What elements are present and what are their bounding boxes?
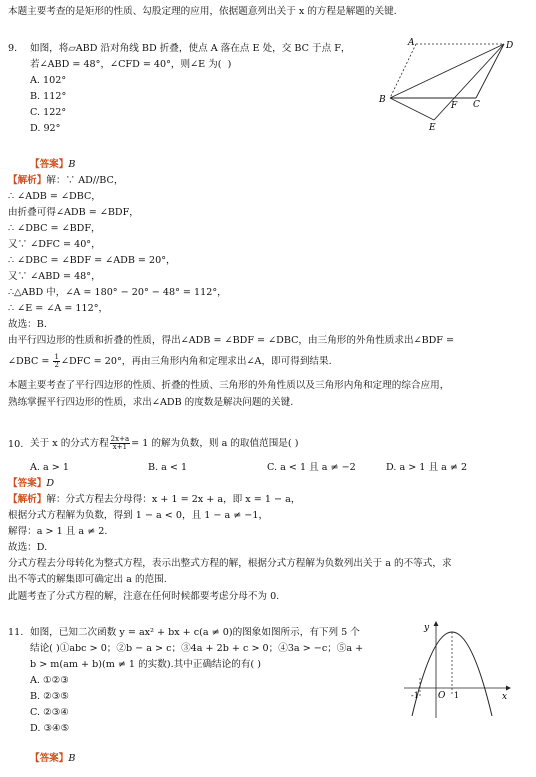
q10-analysis-line: 根据分式方程解为负数，得到 1 − a < 0，且 1 − a ≠ −1， [8,510,269,521]
q9-analysis-line: 由平行四边形的性质和折叠的性质，得出∠ADB = ∠BDF = ∠DBC，由三角形的外角性质求出∠BDF = [8,335,455,346]
q10-analysis-line: 故选：D. [8,542,48,553]
q10-answer [8,479,54,489]
analysis-tag: 【解析】 [8,494,47,505]
q11-number: 11. [8,627,24,638]
x-axis-label: x [502,692,508,702]
q9-stem-close: ) [227,59,232,70]
q11-option-c: C. ②③④ [30,707,69,718]
q9-option-d: D. 92° [30,123,61,134]
q10-option-b: B. a < 1 [148,462,188,473]
q10-analysis-line: 出不等式的解集即可确定出 a 的范围. [8,574,167,585]
q10-analysis-line: 此题考查了分式方程的解，注意在任何时候都要考虑分母不为 0. [8,591,280,602]
q9-answer-value: B [68,159,76,170]
q10-answer-value: D [46,478,55,489]
tick-label-neg1: -1 [411,691,419,700]
answer-tag: 【答案】 [30,753,69,764]
q11-option-d: D. ③④⑤ [30,723,70,734]
q9-analysis-line: ∴ ∠DBC = ∠BDF， [8,223,101,234]
q9-summary-line: 熟练掌握平行四边形的性质，求出∠ADB 的度数是解决问题的关键. [8,397,294,408]
q11-parabola-figure [400,618,516,722]
edge-be [390,98,434,120]
y-axis-label: y [424,623,430,633]
q9-number: 9. [8,43,18,54]
q9-summary-line: 本题主要考查了平行四边形的性质、折叠的性质、三角形的外角性质以及三角形内角和定理的综合应用， [8,380,450,391]
label-a: A [408,38,415,48]
q10-analysis-line: 解得：a > 1 且 a ≠ 2. [8,526,108,537]
q9-stem-line1: 如图，将▱ABD 沿对角线 BD 折叠，使点 A 落在点 E 处，交 BC 于点 F， [30,43,351,54]
q9-stem-text: 若∠ABD = 48°，∠CFD = 40°，则∠E 为( [30,59,222,70]
label-e: E [429,123,436,133]
q10-number: 10. [8,439,24,450]
q9-figure [378,36,518,134]
q9-analysis-frac-line: ∠DBC = $\frac{1}{2}$ ∠DFC = 20°，再由三角形内角和定理求出∠A，即可得到结果. [8,353,332,369]
intro-line: 本题主要考查的是矩形的性质、勾股定理的应用，依据题意列出关于 x 的方程是解题的关键. [8,6,397,17]
q10-analysis-line1: 【解析】解：分式方程去分母得：x + 1 = 2x + a，即 x = 1 − a， [8,494,301,505]
q10-analysis-line: 分式方程去分母转化为整式方程，表示出整式方程的解，根据分式方程解为负数列出关于 a 的不等式，求 [8,558,452,569]
q11-option-a: A. ①②③ [30,675,69,686]
origin-label: O [438,691,446,701]
q9-analysis-line: ∴ ∠DBC = ∠BDF = ∠ADB = 20°， [8,255,176,266]
edge-bd [390,44,504,98]
edge-de [434,44,504,120]
fraction-half: $\frac{1}{2}$ [54,353,59,369]
q9-analysis-line: 故选：B. [8,319,47,330]
q9-option-b: B. 112° [30,91,67,102]
answer-tag: 【答案】 [30,159,69,170]
answer-tag: 【答案】 [8,478,47,489]
edge-dc [476,44,504,98]
tick-label-pos1: 1 [454,691,460,700]
x-axis-arrow [506,686,511,691]
q11-stem-line3: b > m(am + b)(m ≠ 1 的实数).其中正确结论的有( ) [30,659,261,670]
q9-analysis-line: 又∵ ∠DFC = 40°， [8,239,101,250]
q11-stem-line2: 结论( )①abc > 0；②b − a > c；③4a + 2b + c > 0；④3a > −c；⑤a + [30,643,364,654]
q10-option-a: A. a > 1 [30,462,69,473]
q11-option-b: B. ②③⑤ [30,691,69,702]
q9-analysis-line: ∴△ABD 中，∠A = 180° − 20° − 48° = 112°， [8,287,227,298]
q9-analysis-line: 由折叠可得∠ADB = ∠BDF， [8,207,139,218]
q9-answer [30,160,75,170]
q9-analysis-line1: 【解析】解：∵ AD//BC， [8,175,124,186]
q9-stem-line2 [30,60,231,70]
label-c: C [473,100,480,110]
q10-option-c: C. a < 1 且 a ≠ −2 [267,462,356,473]
q11-answer-value: B [68,753,76,764]
y-axis-arrow [434,621,439,626]
q9-analysis-line: ∴ ∠E = ∠A = 112°， [8,303,109,314]
label-b: B [379,95,386,105]
q9-option-a: A. 102° [30,75,67,86]
q9-analysis-line: 又∵ ∠ABD = 48°， [8,271,101,282]
q9-option-c: C. 122° [30,107,67,118]
q11-stem-line1: 如图，已知二次函数 y = ax² + bx + c(a ≠ 0)的图象如图所示，有下列 5 个 [30,627,360,638]
q11-answer [30,754,75,764]
label-f: F [451,101,458,111]
label-d: D [506,41,514,51]
q10-stem: 关于 x 的分式方程 $\frac{2x+a}{x+1}$ = 1 的解为负数，则 a 的取值范围是( ) [30,435,299,451]
analysis-tag: 【解析】 [8,175,47,186]
q9-analysis-line: ∴ ∠ADB = ∠DBC， [8,191,101,202]
fraction-equation: $\frac{2x+a}{x+1}$ [110,435,130,451]
edge-ab [390,44,416,98]
q10-option-d: D. a > 1 且 a ≠ 2 [386,462,468,473]
